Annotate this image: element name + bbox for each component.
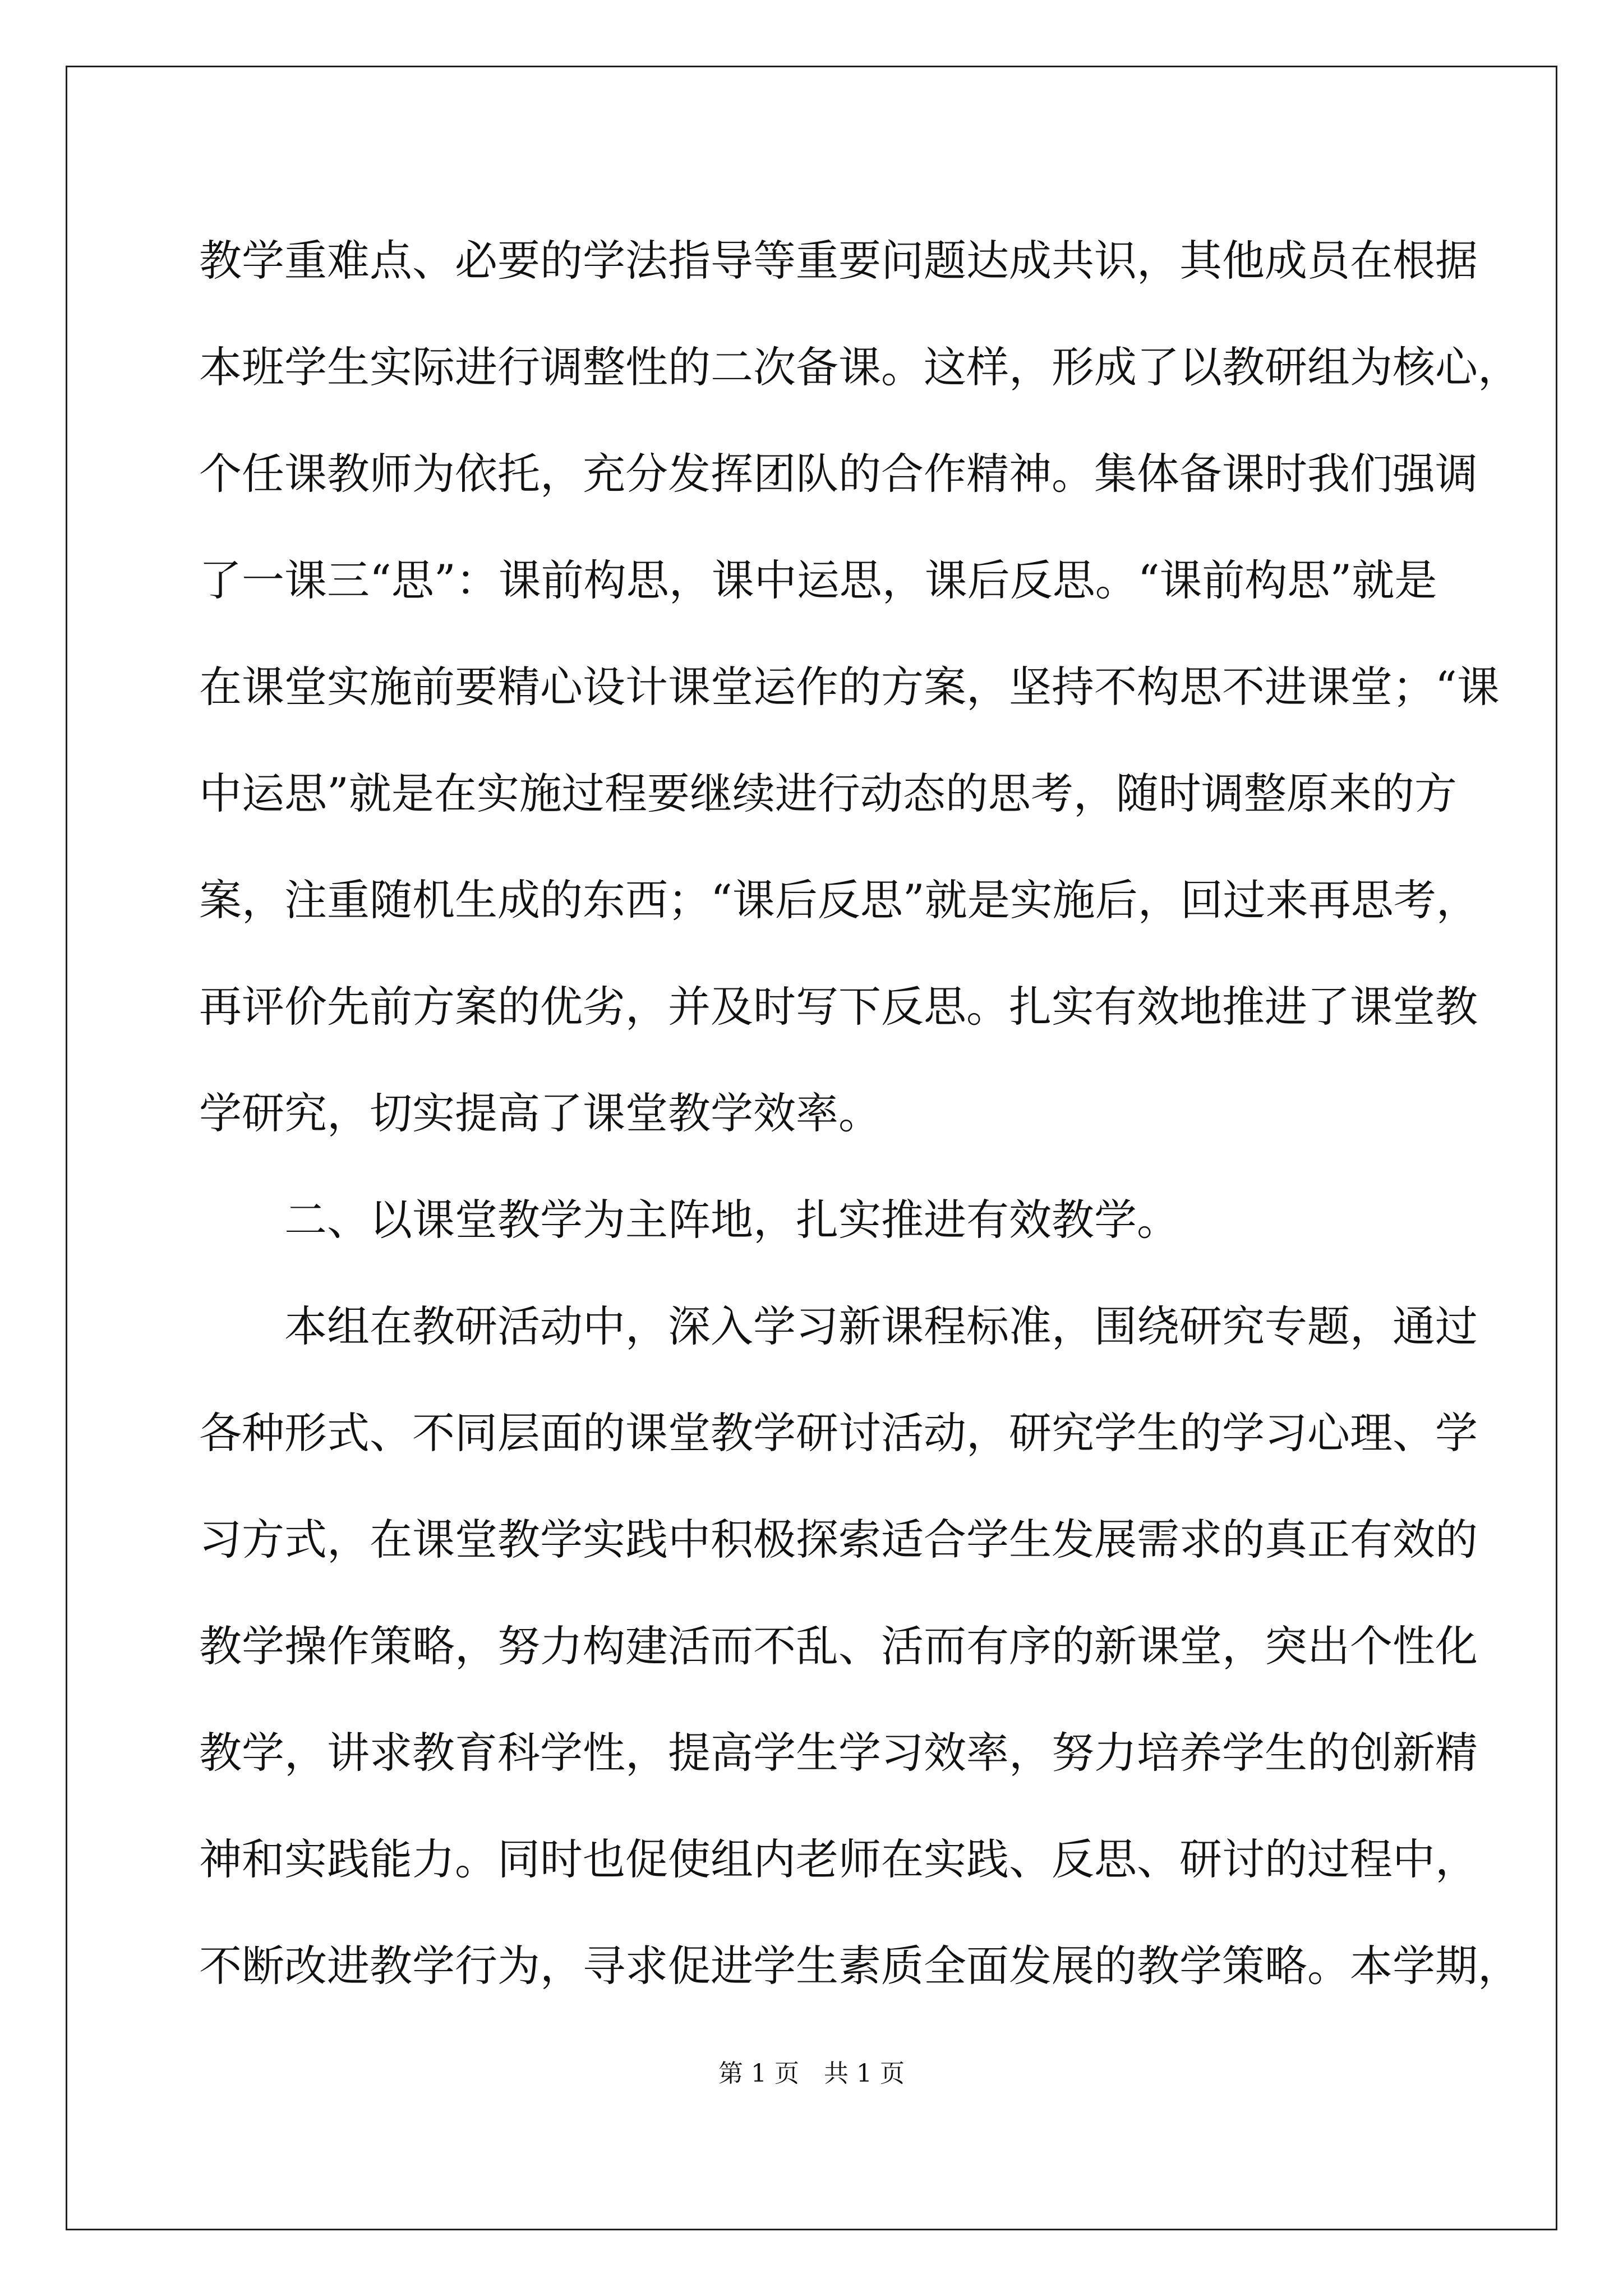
text-line: 个任课教师为依托，充分发挥团队的合作精神。集体备课时我们强调 xyxy=(199,449,1478,499)
text-line: 再评价先前方案的优劣，并及时写下反思。扎实有效地推进了课堂教 xyxy=(199,982,1478,1032)
text-line: 教学操作策略，努力构建活而不乱、活而有序的新课堂，突出个性化 xyxy=(199,1621,1478,1671)
text-line: 本班学生实际进行调整性的二次备课。这样，形成了以教研组为核心， xyxy=(199,342,1520,392)
text-line: 教学重难点、必要的学法指导等重要问题达成共识，其他成员在根据 xyxy=(199,236,1478,286)
text-line: 学研究，切实提高了课堂教学效率。 xyxy=(199,1088,881,1138)
section-heading xyxy=(199,1167,1433,1273)
text-line: 中运思”就是在实施过程要继续进行动态的思考，随时调整原来的方 xyxy=(199,769,1457,818)
text-line: 各种形式、不同层面的课堂教学研讨活动，研究学生的学习心理、学 xyxy=(199,1408,1478,1458)
text-line: 了一课三“思”：课前构思，课中运思，课后反思。“课前构思”就是 xyxy=(199,555,1437,605)
document-body xyxy=(199,208,1520,2019)
text-line: 案，注重随机生成的东西；“课后反思”就是实施后，回过来再思考， xyxy=(199,875,1479,925)
paragraph xyxy=(199,208,1520,1167)
text-line: 本组在教研活动中，深入学习新课程标准，围绕研究专题，通过 xyxy=(284,1301,1478,1351)
text-line: 二、以课堂教学为主阵地，扎实推进有效教学。 xyxy=(284,1195,1179,1245)
text-line: 习方式，在课堂教学实践中积极探索适合学生发展需求的真正有效的 xyxy=(199,1515,1478,1565)
text-line: 不断改进教学行为，寻求促进学生素质全面发展的教学策略。本学期， xyxy=(199,1941,1520,1991)
page-footer: 第 1 页 共 1 页 xyxy=(718,2059,905,2088)
paragraph xyxy=(199,1273,1520,2019)
text-line: 神和实践能力。同时也促使组内老师在实践、反思、研讨的过程中， xyxy=(199,1834,1478,1884)
text-line: 在课堂实施前要精心设计课堂运作的方案，坚持不构思不进课堂；“课 xyxy=(199,662,1500,712)
text-line: 教学，讲求教育科学性，提高学生学习效率，努力培养学生的创新精 xyxy=(199,1728,1478,1778)
